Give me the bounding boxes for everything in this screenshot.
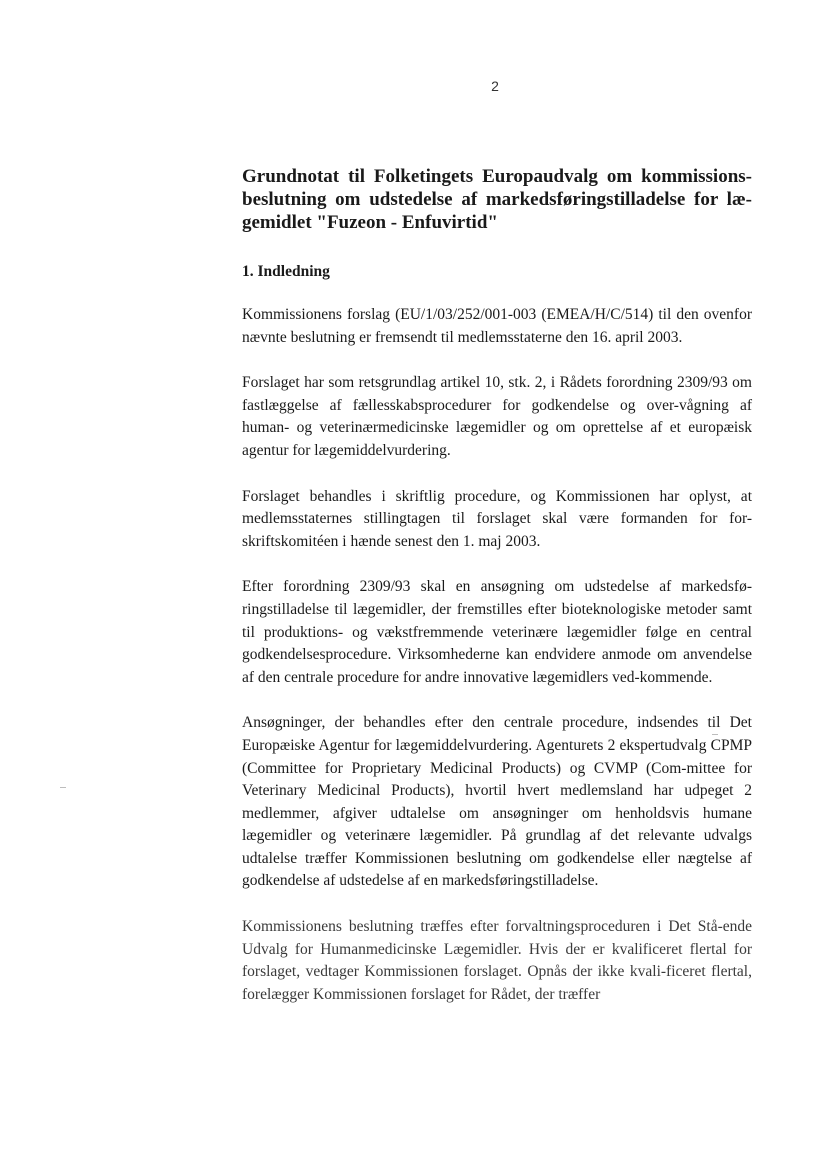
scan-speck	[60, 787, 66, 788]
section-heading: 1. Indledning	[242, 263, 330, 280]
paragraph-2: Forslaget har som retsgrundlag artikel 10, stk. 2, i Rådets forordning 2309/93 om fastlæggelse af fællesskabsprocedurer for godkendelse og over-vågning af human- og veterinærmedicinske lægemidler og om oprettelse af et europæisk agentur for lægemiddelvurdering.	[242, 374, 752, 459]
paragraph-6: Kommissionens beslutning træffes efter forvaltningsproceduren i Det Stå-ende Udvalg for Humanmedicinske Lægemidler. Hvis der er kvalificeret flertal for forslaget, vedtager Kommissionen forslaget. Opnås der ikke kvali-ficeret flertal, forelægger Kommissionen forslaget for Rådet, der træffer	[242, 918, 752, 1003]
paragraph-5: Ansøgninger, der behandles efter den centrale procedure, indsendes til Det Europæiske Agentur for lægemiddelvurdering. Agenturets 2 ekspertudvalg CPMP (Committee for Proprietary Medicinal Products) og CVMP (Com-mittee for Veterinary Medicinal Products), hvortil hvert medlemsland har udpeget 2 medlemmer, afgiver udtalelse om ansøgninger om henholdsvis humane lægemidler og veterinære lægemidler. På grundlag af det relevante udvalgs udtalelse træffer Kommissionen beslutning om godkendelse eller nægtelse af godkendelse af udstedelse af en markedsføringstilladelse.	[242, 714, 752, 890]
paragraph-3: Forslaget behandles i skriftlig procedure, og Kommissionen har oplyst, at medlemsstaternes stillingtagen til forslaget skal være formanden for for-skriftskomitéen i hænde senest den 1. maj 2003.	[242, 487, 752, 550]
page-number: 2	[491, 78, 499, 94]
scan-speck	[712, 734, 718, 735]
document-title: Grundnotat til Folketingets Europaudvalg om kommissions-beslutning om udstedelse af markedsføringstilladelse for læ-gemidlet "Fuzeon - Enfuvirtid"	[242, 166, 752, 233]
paragraph-4: Efter forordning 2309/93 skal en ansøgning om udstedelse af markedsfø-ringstilladelse til lægemidler, der fremstilles efter bioteknologiske metoder samt til produktions- og vækstfremmende veterinære lægemidler følge en central godkendelsesprocedure. Virksomhederne kan endvidere anmode om anvendelse af den centrale procedure for andre innovative lægemidlers ved-kommende.	[242, 578, 752, 686]
document-body	[242, 165, 752, 1006]
paragraph-1: Kommissionens forslag (EU/1/03/252/001-003 (EMEA/H/C/514) til den ovenfor nævnte beslutning er fremsendt til medlemsstaterne den 16. april 2003.	[242, 306, 752, 346]
